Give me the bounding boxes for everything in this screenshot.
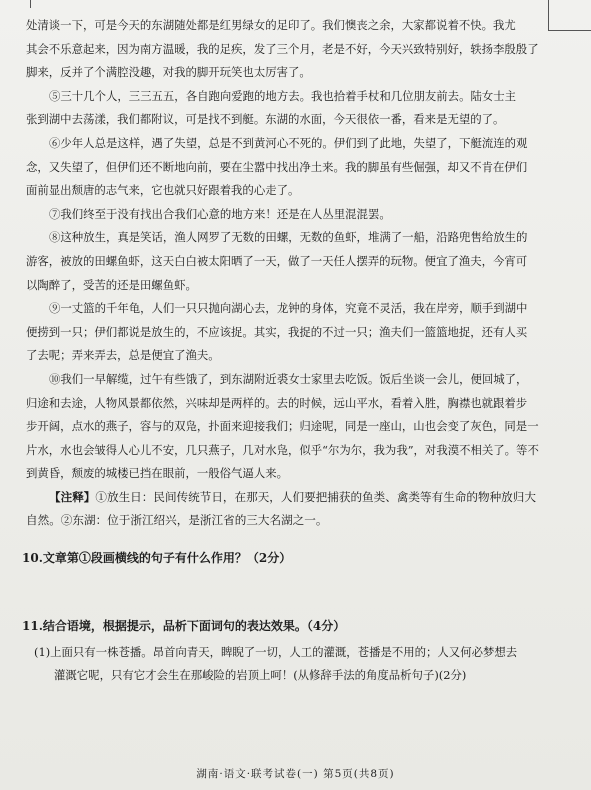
article-text xyxy=(26,14,560,533)
text-line: 张到湖中去荡漾，我们都附议，可是找不到艇。东湖的水面，今天很依一番，看来是无望的了。 xyxy=(26,112,505,127)
text-line: (1)上面只有一株苍播。昂首向青天，睥睨了一切，人工的灌溉，苍播是不用的；人又何必梦想去 xyxy=(34,645,518,659)
annotation-label: 【注释】 xyxy=(49,489,96,504)
text-line: 其会不乐意起来，因为南方温暖，我的足疾，发了三个月，老是不好，今天兴致特别好，轶扬李殷殷了 xyxy=(26,41,539,56)
paragraph-10: ⑩我们一早解缆，过午有些饿了，到东湖附近裘女士家里去吃饭。饭后坐谈一会儿，便回城了， xyxy=(49,371,528,386)
text-line: 步开阔，点水的燕子，容与的双凫，扑面来迎接我们；归途呢，同是一座山，山也会变了灰色，同是一 xyxy=(26,419,539,434)
text-line: 念，又失望了，但伊们还不断地向前，要在尘嚣中找出净土来。我的脚虽有些倔强，却又不肯在伊们 xyxy=(26,159,528,174)
text-line: 片水，水也会皱得人心儿不安，几只燕子，几对水凫，似乎“尔为尔，我为我”，对我漠不相关了。等不 xyxy=(26,442,539,457)
paragraph-5: ⑤三十几个人，三三五五，各自跑向爱跑的地方去。我也拾着手杖和几位朋友前去。陆女士主 xyxy=(49,88,517,103)
page-footer: 湖南·语文·联考试卷(一) 第5页(共8页) xyxy=(196,768,395,780)
annotation-line-2: 自然。②东湖：位于浙江绍兴，是浙江省的三大名湖之一。 xyxy=(26,513,328,528)
text-line: 游客，被放的田螺鱼虾，这天白白被太阳晒了一天，做了一天任人摆弄的玩物。便宜了渔夫，今宵可 xyxy=(26,253,528,268)
text-line: 灌溉它呢，只有它才会生在那峻险的岩顶上呵！(从修辞手法的角度品析句子)(2分) xyxy=(54,668,467,682)
paragraph-9: ⑨一丈篮的千年龟，人们一只只抛向湖心去，龙钟的身体，究竟不灵活，我在岸旁，顺手到湖中 xyxy=(49,301,528,316)
question-11: 11.结合语境，根据提示，品析下面词句的表达效果。（4分） xyxy=(22,619,346,633)
annotation-text: ①放生日：民间传统节日，在那天，人们要把捕获的鱼类、禽类等有生命的物种放归大 xyxy=(95,489,536,504)
question-11-part-1 xyxy=(34,641,560,687)
text-line: 处清谈一下，可是今天的东湖随处都是红男绿女的足印了。我们懊丧之余，大家都说着不快。我尤 xyxy=(26,18,516,32)
text-line: 面前显出颓唐的志气来，它也就只好跟着我的心走了。 xyxy=(26,183,300,198)
paragraph-8: ⑧这种放生，真是笑话，渔人网罗了无数的田螺，无数的鱼虾，堆满了一船，沿路兜售给放生的 xyxy=(49,230,528,245)
paragraph-6: ⑥少年人总是这样，遇了失望，总是不到黄河心不死的。伊们到了此地，失望了，下艇流连的观 xyxy=(49,135,528,150)
text-line: 便捞到一只；伊们都说是放生的，不应该捉。其实，我捉的不过一只；渔夫们一篮篮地捉，还有人买 xyxy=(26,324,528,339)
text-line: 到黄昏，颓废的城楼已挡在眼前，一般俗气逼人来。 xyxy=(26,466,288,481)
text-line: 归途和去途，人物风景都依然，兴味却是两样的。去的时候，远山平水，看着入胜，胸襟也就跟着步 xyxy=(26,395,528,410)
text-line: 脚来，反并了个满腔没趣，对我的脚开玩笑也太厉害了。 xyxy=(26,65,311,80)
question-10: 10.文章第①段画横线的句子有什么作用？（2分） xyxy=(22,551,292,565)
text-line: 了去呢；弄来弄去，总是便宜了渔夫。 xyxy=(26,348,220,363)
crop-mark-left xyxy=(30,0,31,8)
annotation-line-1 xyxy=(26,486,560,510)
paragraph-7: ⑦我们终至于没有找出合我们心意的地方来！还是在人丛里混混罢。 xyxy=(49,206,391,221)
text-line: 以陶醉了，受苦的还是田螺鱼虾。 xyxy=(26,277,197,292)
